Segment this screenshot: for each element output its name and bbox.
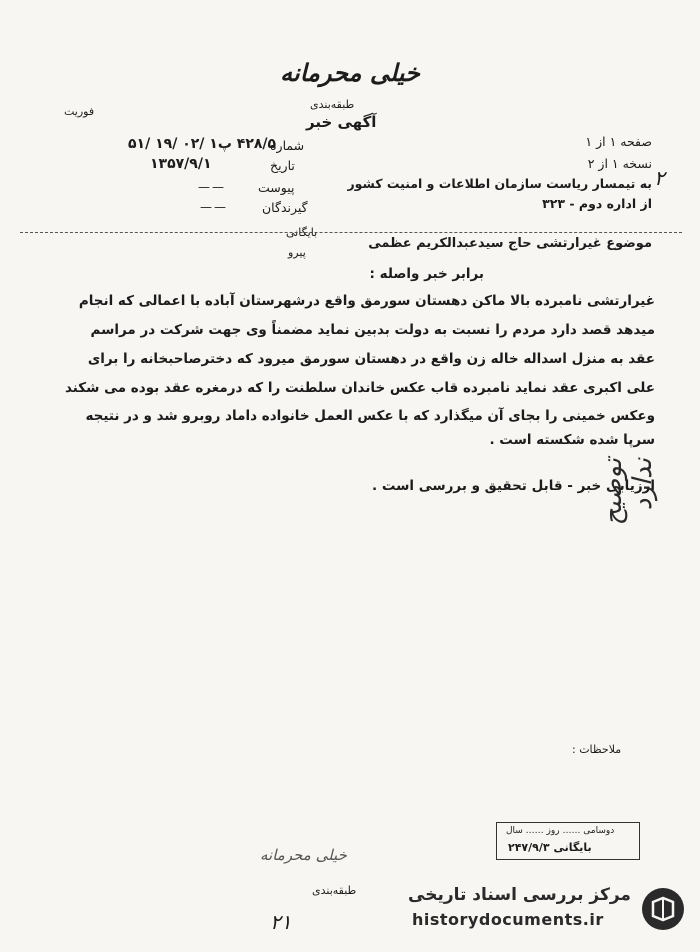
- margin-note: ۲: [654, 166, 665, 190]
- sender-line: از اداره دوم - ۳۲۳: [542, 196, 652, 211]
- body-line-4: علی اکبری عقد نماید نامبرده قاب عکس خاندان سلطنت را که درمغره عقد بوده می شکند: [64, 380, 655, 396]
- recipients-label: گیرندگان: [262, 200, 308, 215]
- body-line-6: سرپا شده شکسته است .: [489, 432, 655, 448]
- number-label: شماره: [270, 138, 305, 153]
- header-divider: [20, 232, 682, 233]
- stamp-line-1: دوسامی …… روز …… سال: [506, 826, 615, 836]
- body-line-1: غیرارتشی نامبرده بالا ماکن دهستان سورمق واقع درشهرستان آباده با اعمالی که انجام: [78, 293, 655, 309]
- watermark-url: historydocuments.ir: [412, 910, 604, 929]
- body-line-3: عقد به منزل اسداله خاله زن واقع در دهستان سورمق میرود که دخترصاحبخانه را برای: [87, 351, 655, 367]
- archive-label: بایگانی: [286, 226, 318, 239]
- assessment-line: ارزیابی خبر - قابل تحقیق و بررسی است .: [372, 478, 655, 494]
- copy-count: نسخه ۱ از ۲: [587, 156, 652, 171]
- archive-logo-icon: [642, 888, 684, 930]
- recipient-line: به تیمسار ریاست سازمان اطلاعات و امنیت کشور: [347, 176, 652, 191]
- subject-line: موضوع غیرارتشی حاج سیدعبدالکریم عظمی: [368, 236, 652, 251]
- body-line-5: وعکس خمینی را بجای آن میگذارد که با عکس العمل خانواده داماد روبرو شد و در نتیجه: [85, 408, 655, 424]
- attachment-label: پیوست: [258, 180, 295, 195]
- attachment-dash: ——: [198, 180, 226, 194]
- date-value: ۱۳۵۷/۹/۱: [150, 156, 212, 172]
- watermark-title: مرکز بررسی اسناد تاریخی: [408, 885, 631, 905]
- footer-page-number: ۲۱: [270, 910, 292, 934]
- stamp-line-2: بایگانی ۲۴۷/۹/۳: [508, 841, 592, 854]
- body-line-2: میدهد قصد دارد مردم را نسبت به دولت بدبین نماید مضمناً وی جهت شرکت در مراسم: [90, 322, 655, 338]
- followup-label: پیرو: [288, 246, 306, 259]
- date-label: تاریخ: [270, 158, 295, 173]
- recipients-dash: ——: [200, 200, 228, 214]
- footer-title: خیلی محرمانه: [260, 846, 347, 864]
- margin-handwritten-note: توضیح ندارد: [598, 458, 658, 526]
- page-count: صفحه ۱ از ۱: [585, 134, 652, 149]
- urgency-label: فوریت: [64, 105, 95, 118]
- footer-classification-label: طبقه‌بندی: [312, 884, 357, 897]
- remarks-label: ملاحظات :: [572, 743, 622, 756]
- document-type: آگهی خبر: [306, 113, 377, 131]
- classification-label: طبقه‌بندی: [310, 98, 355, 111]
- number-value: ۴۲۸/۵ پ۱ /۰۲ /۱۹ /۵۱: [128, 136, 277, 152]
- greeting: برابر خبر واصله :: [369, 266, 484, 282]
- document-title: خیلی محرمانه: [280, 58, 420, 87]
